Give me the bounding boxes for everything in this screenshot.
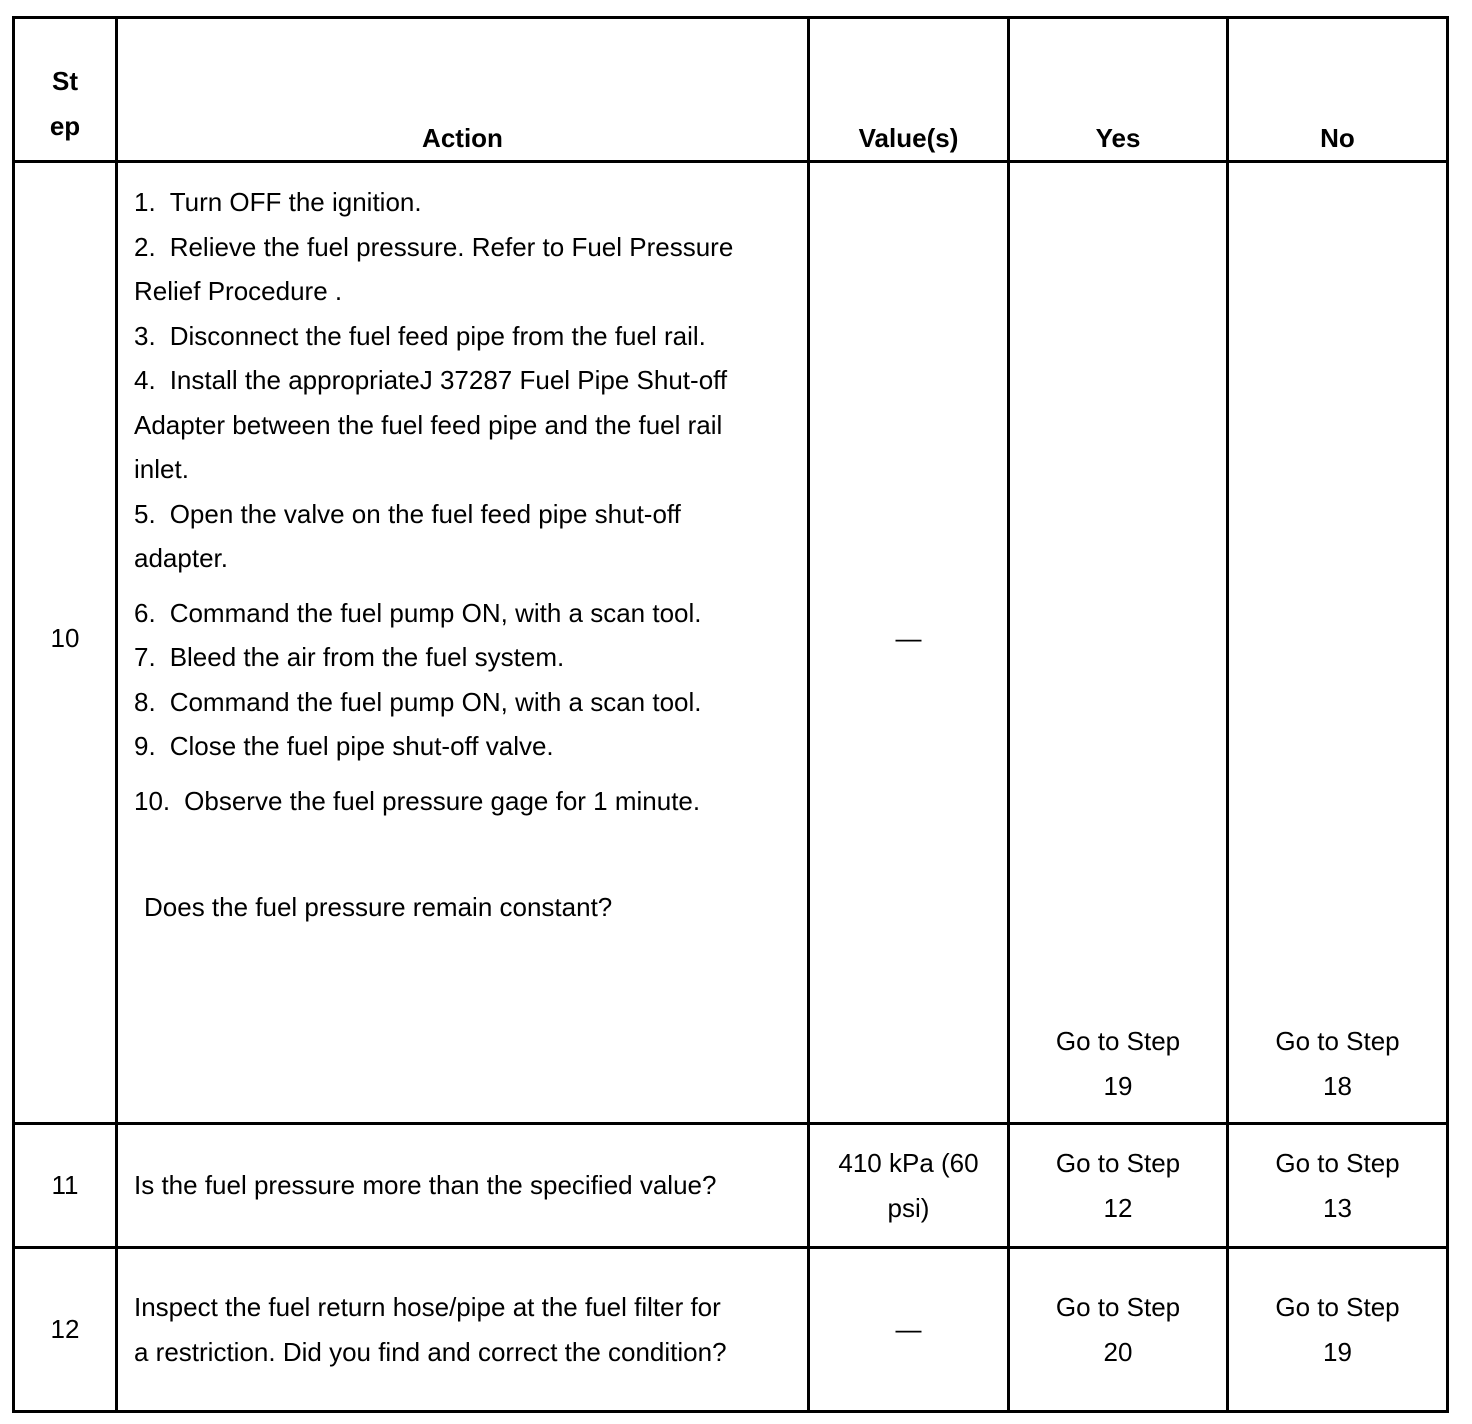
value-cell: — <box>809 162 1009 1124</box>
value-line2: psi) <box>887 1192 930 1223</box>
no-cell <box>1228 1248 1448 1412</box>
table-row-step-10 <box>14 162 1448 1124</box>
yes-cell <box>1009 1124 1228 1248</box>
action-item-5: 5. Open the valve on the fuel feed pipe shut-off adapter. <box>134 498 681 573</box>
yes-line2: 19 <box>1103 1070 1133 1101</box>
value-cell <box>809 1124 1009 1248</box>
action-header: Action <box>117 18 809 162</box>
yes-line2: 12 <box>1103 1192 1133 1223</box>
step-number: 11 <box>14 1124 117 1248</box>
action-item-7: 7. Bleed the air from the fuel system. <box>134 642 565 672</box>
step-number: 10 <box>14 162 117 1124</box>
step-header-line2: ep <box>49 110 81 141</box>
no-line2: 13 <box>1323 1192 1352 1223</box>
action-item-6: 6. Command the fuel pump ON, with a scan tool. <box>134 597 702 628</box>
action-item-10: 10. Observe the fuel pressure gage for 1 minute. <box>134 785 701 816</box>
table-row-step-12 <box>14 1248 1448 1412</box>
action-item-4: 4. Install the appropriateJ 37287 Fuel Pipe Shut-off Adapter between the fuel feed pipe and the fuel rail inlet. <box>134 365 728 484</box>
yes-line2: 20 <box>1103 1336 1133 1367</box>
step-number: 12 <box>14 1248 117 1412</box>
action-question: Does the fuel pressure remain constant? <box>144 892 613 922</box>
step-header <box>14 18 117 162</box>
action-item-8: 8. Command the fuel pump ON, with a scan tool. <box>134 686 702 717</box>
no-line1: Go to Step <box>1275 1292 1400 1322</box>
yes-cell <box>1009 162 1228 1124</box>
no-line2: 19 <box>1323 1336 1352 1367</box>
no-cell <box>1228 162 1448 1124</box>
action-item-2: 2. Relieve the fuel pressure. Refer to Fuel Pressure Relief Procedure . <box>134 231 734 306</box>
no-cell <box>1228 1124 1448 1248</box>
yes-line1: Go to Step <box>1055 1026 1181 1056</box>
action-item-9: 9. Close the fuel pipe shut-off valve. <box>134 731 554 761</box>
yes-header: Yes <box>1009 18 1228 162</box>
action-cell: Inspect the fuel return hose/pipe at the fuel filter for a restriction. Did you find and correct the condition? <box>117 1248 809 1412</box>
yes-line1: Go to Step <box>1055 1148 1181 1178</box>
no-line2: 18 <box>1323 1070 1352 1101</box>
no-header: No <box>1228 18 1448 162</box>
value-cell: — <box>809 1248 1009 1412</box>
action-item-1: 1. Turn OFF the ignition. <box>134 187 422 217</box>
header-row <box>14 18 1448 162</box>
action-item-3: 3. Disconnect the fuel feed pipe from the fuel rail. <box>134 320 706 351</box>
action-cell <box>117 162 809 1124</box>
values-header: Value(s) <box>809 18 1009 162</box>
no-line1: Go to Step <box>1275 1148 1400 1178</box>
yes-line1: Go to Step <box>1055 1292 1181 1322</box>
step-header-line1: St <box>52 66 78 96</box>
yes-cell <box>1009 1248 1228 1412</box>
table-row-step-11 <box>14 1124 1448 1248</box>
value-line1: 410 kPa (60 <box>838 1148 979 1178</box>
diagnostic-table <box>12 16 1449 1413</box>
no-line1: Go to Step <box>1275 1026 1400 1056</box>
action-cell: Is the fuel pressure more than the specified value? <box>117 1124 809 1248</box>
